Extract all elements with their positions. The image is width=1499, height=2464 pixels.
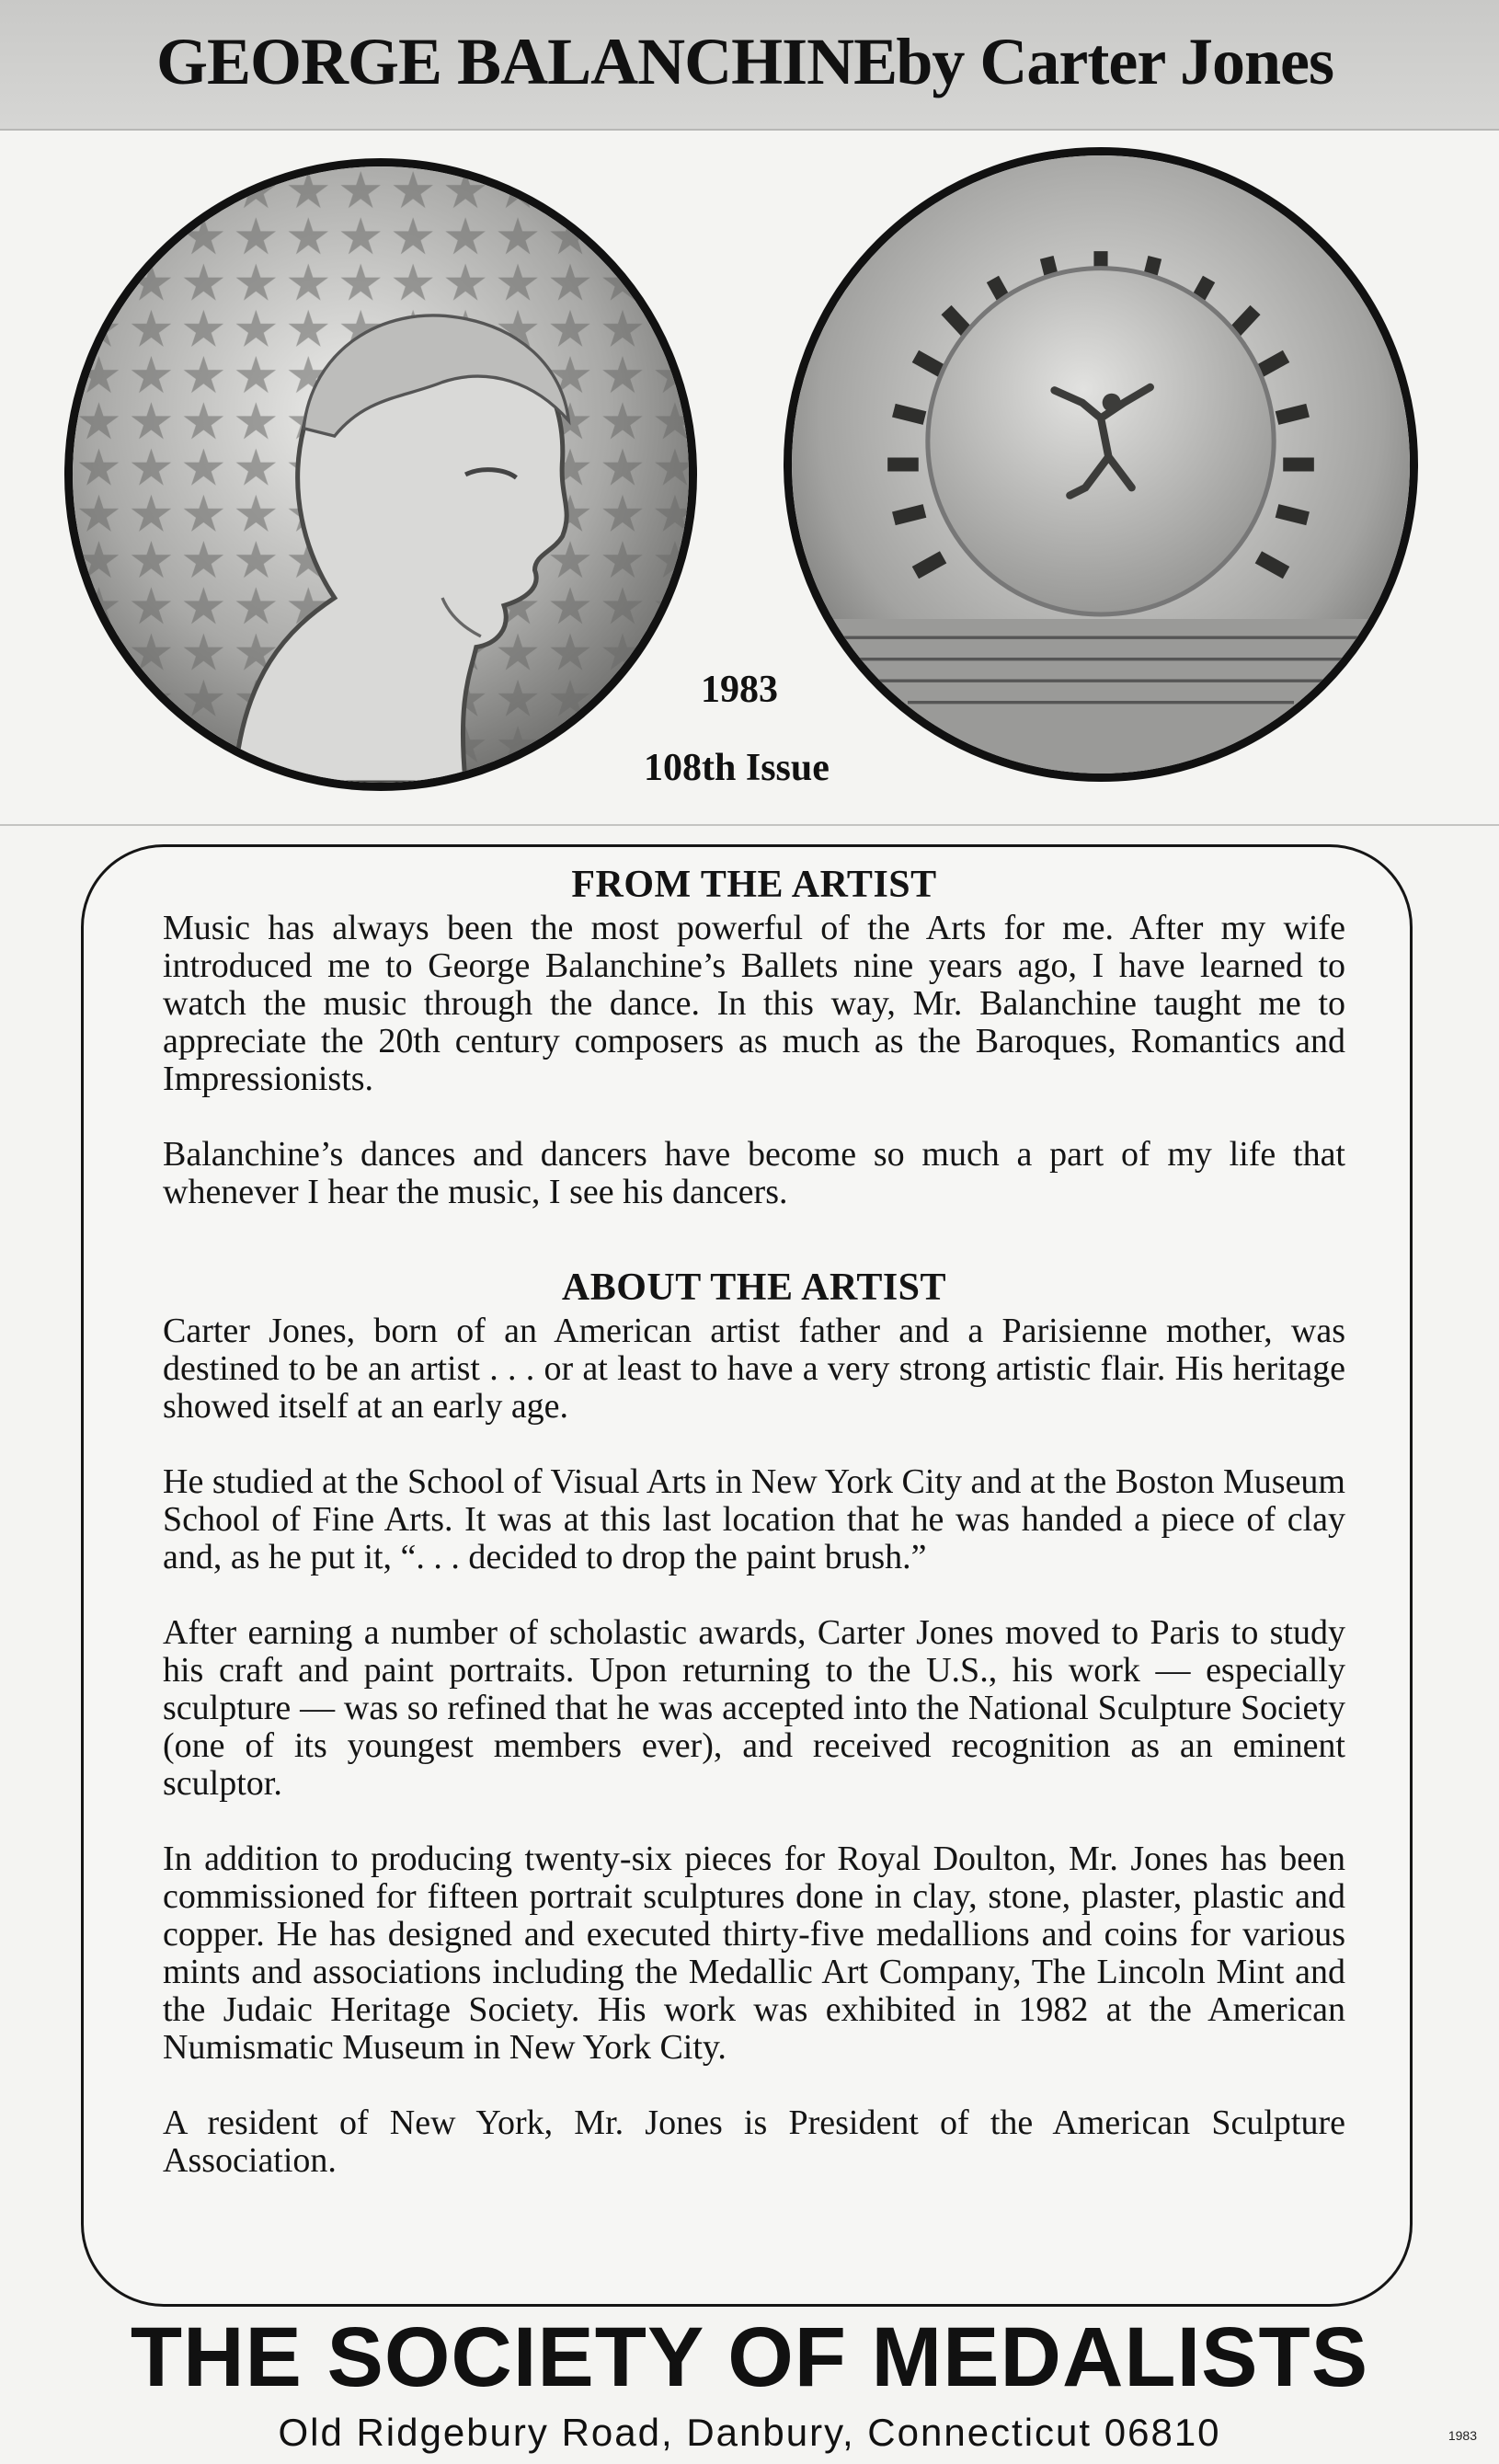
fold-line: [0, 824, 1499, 826]
paragraph-gap: [163, 1098, 1345, 1136]
corner-code: 1983: [1448, 2428, 1477, 2443]
about-artist-paragraph: In addition to producing twenty-six pieces for Royal Doulton, Mr. Jones has been commissioned for fifteen portrait sculptures done in clay, stone, plaster, plastic and copper. He has designed and executed thirty-five medallions and coins for various mints and associations including the Medallic Art Company, The Lincoln Mint and the Judaic Heritage Society. His work was exhibited in 1982 at the American Numismatic Museum in New York City.: [163, 1839, 1345, 2067]
portrait-medal-image: [73, 166, 689, 783]
issue-number: 108th Issue: [644, 747, 830, 789]
text-panel: [81, 844, 1413, 2307]
about-artist-paragraph: A resident of New York, Mr. Jones is President of the American Sculpture Association.: [163, 2103, 1345, 2180]
paragraph-gap: [163, 1426, 1345, 1463]
paragraph-gap: [163, 1576, 1345, 1614]
about-artist-paragraph: Carter Jones, born of an American artist father and a Parisienne mother, was destined to be an artist . . . or at least to have a very strong artistic flair. His heritage showed itself at an early age.: [163, 1312, 1345, 1426]
from-artist-heading: FROM THE ARTIST: [571, 864, 937, 906]
organization-address: Old Ridgebury Road, Danbury, Connecticut 06810: [278, 2411, 1221, 2454]
panel-content: [163, 860, 1345, 2180]
reverse-dancer-medal: [784, 147, 1418, 782]
issue-year: 1983: [701, 669, 778, 711]
medal-title: GEORGE BALANCHINE: [156, 25, 898, 98]
obverse-portrait-medal: [64, 158, 697, 791]
from-artist-paragraph: Balanchine’s dances and dancers have become so much a part of my life that whenever I hear the music, I see his dancers.: [163, 1135, 1345, 1211]
about-artist-paragraph: After earning a number of scholastic awards, Carter Jones moved to Paris to study his craft and paint portraits. Upon returning to the U.S., his work — especially sculpture — was so refined that he was accepted into the National Sculpture Society (one of its youngest members ever), and received recognition as an eminent sculptor.: [163, 1613, 1345, 1803]
about-artist-paragraph: He studied at the School of Visual Arts in New York City and at the Boston Museum School of Fine Arts. It was at this last location that he was handed a piece of clay and, as he put it, “. . . decided to drop the paint brush.”: [163, 1462, 1345, 1576]
dancer-medal-image: [792, 155, 1410, 774]
header-band: [0, 0, 1499, 131]
from-artist-paragraph: Music has always been the most powerful of the Arts for me. After my wife introduced me to George Balanchine’s Ballets nine years ago, I have learned to watch the music through the dance. In this way, Mr. Balanchine taught me to appreciate the 20th century composers as much as the Baroques, Romantics and Impressionists.: [163, 909, 1345, 1098]
section-gap: [163, 1211, 1345, 1263]
organization-name: THE SOCIETY OF MEDALISTS: [130, 2310, 1369, 2404]
paragraph-gap: [163, 2067, 1345, 2104]
about-artist-heading: ABOUT THE ARTIST: [561, 1266, 947, 1309]
artist-byline: by Carter Jones: [896, 25, 1333, 98]
paragraph-gap: [163, 1803, 1345, 1840]
